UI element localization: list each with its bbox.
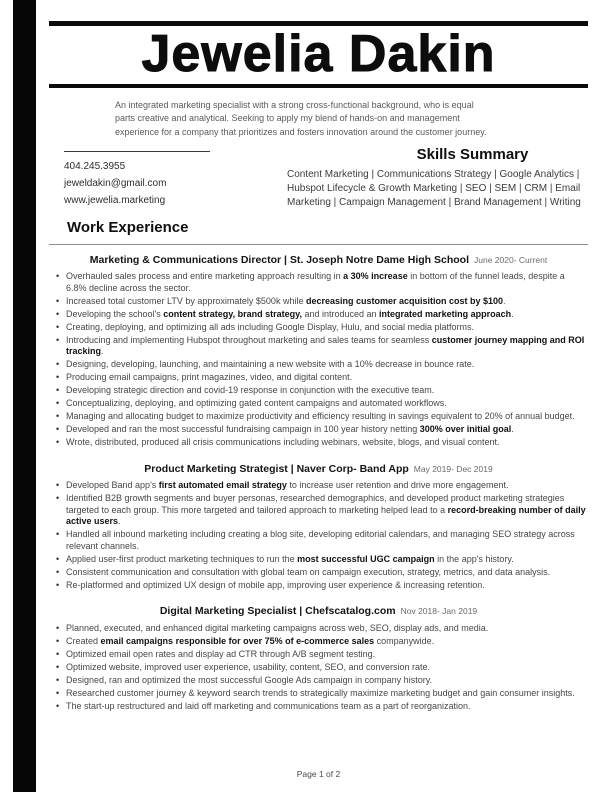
job-section	[49, 600, 588, 712]
bullet-item: • Researched customer journey & keyword search trends to strategically maximize marketing budget and gain consumer insights.	[66, 688, 586, 700]
resume-page	[49, 0, 588, 714]
info-row	[49, 146, 588, 236]
work-experience-heading: Work Experience	[67, 219, 189, 237]
bullet-item: • Optimized website, improved user experience, usability, content, SEO, and conversion rate.	[66, 662, 586, 674]
job-bullets	[49, 480, 588, 591]
job-title: Marketing & Communications Director | St. Joseph Notre Dame High School	[89, 254, 469, 267]
bullet-item: • Applied user-first product marketing techniques to run the most successful UGC campaign in the app's history.	[66, 554, 586, 566]
contact-phone: 404.245.3955	[64, 161, 126, 173]
bullet-item: • Producing email campaigns, print magazines, video, and digital content.	[66, 372, 586, 384]
job-header	[49, 249, 588, 268]
section-divider	[49, 244, 588, 245]
contact-website: www.jewelia.marketing	[64, 195, 166, 207]
skills-text: Content Marketing | Communications Strategy | Google Analytics | Hubspot Lifecycle & Growth Marketing | SEO | SEM | CRM | Email Marketing | Campaign Management | Brand Management | Writing	[287, 169, 581, 208]
bullet-item: • Developed and ran the most successful fundraising campaign in 100 year history netting 300% over initial goal.	[66, 424, 586, 436]
bullet-item: • Managing and allocating budget to maximize productivity and efficiency resulting in savings equivalent to 20% of annual budget.	[66, 411, 586, 423]
page-number: Page 1 of 2	[296, 769, 341, 779]
bullet-item: • Conceptualizing, deploying, and optimizing gated content campaigns and automated workflows.	[66, 398, 586, 410]
job-dates: Nov 2018- Jan 2019	[400, 606, 478, 617]
bullet-item: • Overhauled sales process and entire marketing approach resulting in a 30% increase in bottom of the funnel leads, despite a 6.8% decline across the sector.	[66, 271, 586, 294]
bullet-item: • Designing, developing, launching, and maintaining a new website with a 10% decrease in bounce rate.	[66, 359, 586, 371]
job-bullets	[49, 271, 588, 449]
bullet-item: • Planned, executed, and enhanced digital marketing campaigns across web, SEO, display ads, and media.	[66, 623, 586, 635]
bullet-item: • Introducing and implementing Hubspot throughout marketing and sales teams for seamless customer journey mapping and ROI tracking.	[66, 335, 586, 358]
page-title: Jewelia Dakin	[141, 25, 496, 83]
job-title: Digital Marketing Specialist | Chefscatalog.com	[159, 605, 396, 618]
job-dates: June 2020- Current	[474, 255, 548, 266]
bullet-item: • Wrote, distributed, produced all crisis communications including webinars, website, blogs, and visual content.	[66, 437, 586, 449]
job-header	[49, 600, 588, 619]
job-section	[49, 458, 588, 591]
job-dates: May 2019- Dec 2019	[413, 464, 493, 474]
job-section	[49, 249, 588, 449]
contact-column	[49, 146, 287, 236]
bullet-item: • The start-up restructured and laid off marketing and communications team as a part of reorganization.	[66, 701, 586, 713]
summary-text: An integrated marketing specialist with a strong cross-functional background, who is equal parts creative and analytical. Seeking to apply my blend of hands-on and management experience for a company that prioritizes and fosters innovation around the customer journey.	[115, 99, 487, 137]
skills-column	[287, 146, 588, 236]
bullet-item: • Created email campaigns responsible for over 75% of e-commerce sales companywide.	[66, 636, 586, 648]
left-accent-bar	[13, 0, 36, 792]
bullet-item: • Identified B2B growth segments and buyer personas, researched demographics, and developed product marketing strategies targeted to each group. This more targeted and tailored approach to marketing helped lead to a record-breaking number of daily active users.	[66, 493, 586, 528]
jobs	[49, 249, 588, 712]
contact-block	[64, 151, 210, 206]
name-underline	[49, 84, 588, 88]
job-bullets	[49, 623, 588, 713]
bullet-item: • Increased total customer LTV by approximately $500k while decreasing customer acquisition cost by $100.	[66, 296, 586, 308]
job-header	[49, 458, 588, 477]
bullet-item: • Creating, deploying, and optimizing all ads including Google Display, Hulu, and social media platforms.	[66, 322, 586, 334]
bullet-item: • Optimized email open rates and display ad CTR through A/B segment testing.	[66, 649, 586, 661]
contact-email: jeweldakin@gmail.com	[64, 178, 167, 190]
bullet-item: • Developed Band app's first automated email strategy to increase user retention and drive more engagement.	[66, 480, 586, 492]
bullet-item: • Consistent communication and consultation with global team on campaign execution, strategy, metrics, and data analysis.	[66, 567, 586, 579]
skills-heading: Skills Summary	[416, 146, 529, 164]
bullet-item: • Designed, ran and optimized the most successful Google Ads campaign in company history.	[66, 675, 586, 687]
job-title: Product Marketing Strategist | Naver Corp- Band App	[144, 463, 409, 475]
bullet-item: • Re-platformed and optimized UX design of mobile app, improving user experience & increasing retention.	[66, 580, 586, 592]
bullet-item: • Developing strategic direction and covid-19 response in conjunction with the executive team.	[66, 385, 586, 397]
bullet-item: • Handled all inbound marketing including creating a blog site, developing editorial calendars, and managing SEO strategy across relevant channels.	[66, 529, 586, 552]
bullet-item: • Developing the school's content strategy, brand strategy, and introduced an integrated marketing approach.	[66, 309, 586, 321]
